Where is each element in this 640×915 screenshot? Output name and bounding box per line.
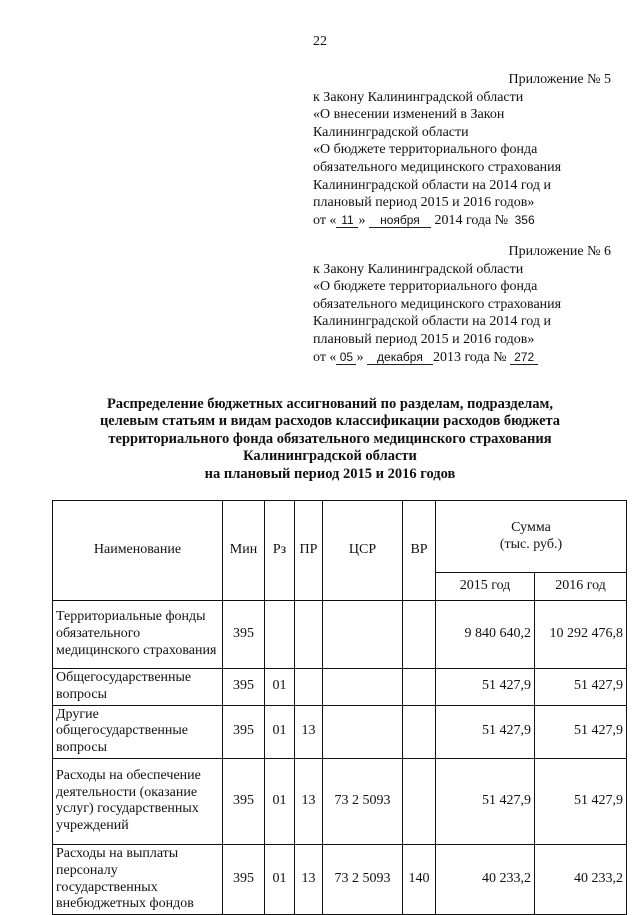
appendix-5-line: обязательного медицинского страхования <box>313 159 562 175</box>
appendix-5-line: Калининградской области <box>313 124 469 140</box>
appendix-5-line: плановый период 2015 и 2016 годов» <box>313 195 535 211</box>
appendix-5-date: от « 11 » ноября 2014 года № 356 <box>313 212 613 230</box>
cell-name: Общегосударственные вопросы <box>53 669 223 706</box>
cell-vr <box>403 705 436 758</box>
cell-csr: 73 2 5093 <box>323 758 403 844</box>
handwritten-day: 05 <box>336 351 356 365</box>
header-year-2015: 2015 год <box>436 573 535 601</box>
table-header-row <box>53 501 627 573</box>
header-rz: Рз <box>265 501 295 601</box>
appendix-6-line: к Закону Калининградской области <box>313 261 524 277</box>
cell-min: 395 <box>223 705 265 758</box>
cell-2016: 51 427,9 <box>535 669 627 706</box>
cell-csr <box>323 705 403 758</box>
header-csr: ЦСР <box>323 501 403 601</box>
appendix-6-line: «О бюджете территориального фонда <box>313 279 538 295</box>
date-prefix: от « <box>313 349 337 365</box>
header-sum-title: Сумма <box>511 519 551 535</box>
heading-line: Калининградской области <box>243 448 417 465</box>
appendix-6-line: обязательного медицинского страхования <box>313 296 562 312</box>
appendix-5-line: «О бюджете территориального фонда <box>313 142 538 158</box>
date-prefix: от « <box>313 212 337 228</box>
cell-min: 395 <box>223 601 265 669</box>
cell-vr <box>403 601 436 669</box>
appendix-6-title: Приложение № 6 <box>508 244 611 259</box>
cell-2015: 51 427,9 <box>436 669 535 706</box>
cell-rz: 01 <box>265 758 295 844</box>
cell-csr <box>323 601 403 669</box>
handwritten-number: 356 <box>514 212 535 227</box>
table-row <box>53 758 627 844</box>
cell-2016: 51 427,9 <box>535 705 627 758</box>
cell-vr: 140 <box>403 844 436 914</box>
handwritten-month: ноября <box>369 214 431 228</box>
header-name: Наименование <box>53 501 223 601</box>
appendix-5-line: к Закону Калининградской области <box>313 89 524 105</box>
appendix-6-line: Калининградской области на 2014 год и <box>313 314 551 330</box>
cell-rz: 01 <box>265 844 295 914</box>
table-row <box>53 669 627 706</box>
cell-2016: 51 427,9 <box>535 758 627 844</box>
table-row <box>53 601 627 669</box>
cell-rz: 01 <box>265 669 295 706</box>
cell-2015: 40 233,2 <box>436 844 535 914</box>
header-sum-unit: (тыс. руб.) <box>499 536 563 552</box>
date-year-text: 2014 года № <box>434 212 509 228</box>
heading-line: целевым статьям и видам расходов классификации расходов бюджета <box>99 413 561 430</box>
document-heading <box>70 396 590 483</box>
handwritten-number: 272 <box>510 351 538 365</box>
table-row <box>53 705 627 758</box>
header-min: Мин <box>223 501 265 601</box>
heading-line: территориального фонда обязательного медицинского страхования <box>108 430 552 447</box>
appendix-5-block <box>313 71 613 229</box>
appendix-6-block <box>313 243 613 366</box>
cell-vr <box>403 758 436 844</box>
appendix-6-date: от « 05 » декабря 2013 года № 272 <box>313 349 613 367</box>
appendix-6-line: плановый период 2015 и 2016 годов» <box>313 331 535 347</box>
cell-csr <box>323 669 403 706</box>
handwritten-month: декабря <box>367 351 433 365</box>
cell-name: Другие общегосударственные вопросы <box>53 705 223 758</box>
page-number: 22 <box>313 34 327 49</box>
budget-table <box>52 500 627 915</box>
handwritten-day: 11 <box>336 214 358 228</box>
appendix-5-line: Калининградской области на 2014 год и <box>313 177 551 193</box>
appendix-5-line: «О внесении изменений в Закон <box>313 107 505 123</box>
heading-line: Распределение бюджетных ассигнований по разделам, подразделам, <box>106 396 554 412</box>
cell-pr <box>295 669 323 706</box>
appendix-5-title: Приложение № 5 <box>508 72 611 87</box>
cell-name: Территориальные фонды обязательного медицинского страхования <box>53 601 223 669</box>
cell-2015: 51 427,9 <box>436 758 535 844</box>
cell-min: 395 <box>223 758 265 844</box>
cell-min: 395 <box>223 669 265 706</box>
cell-vr <box>403 669 436 706</box>
header-vr: ВР <box>403 501 436 601</box>
cell-2016: 40 233,2 <box>535 844 627 914</box>
cell-min: 395 <box>223 844 265 914</box>
cell-rz: 01 <box>265 705 295 758</box>
cell-rz <box>265 601 295 669</box>
table-row <box>53 844 627 914</box>
cell-pr: 13 <box>295 705 323 758</box>
cell-pr: 13 <box>295 844 323 914</box>
header-pr: ПР <box>295 501 323 601</box>
cell-2015: 9 840 640,2 <box>436 601 535 669</box>
header-year-2016: 2016 год <box>535 573 627 601</box>
cell-name: Расходы на обеспечение деятельности (оказание услуг) государственных учреждений <box>53 758 223 844</box>
cell-csr: 73 2 5093 <box>323 844 403 914</box>
date-year-text: 2013 года № <box>432 349 507 365</box>
cell-2016: 10 292 476,8 <box>535 601 627 669</box>
heading-line: на плановый период 2015 и 2016 годов <box>204 465 456 482</box>
cell-pr: 13 <box>295 758 323 844</box>
cell-2015: 51 427,9 <box>436 705 535 758</box>
header-sum <box>436 501 627 573</box>
cell-pr <box>295 601 323 669</box>
cell-name: Расходы на выплаты персоналу государственных внебюджетных фондов <box>53 844 223 914</box>
